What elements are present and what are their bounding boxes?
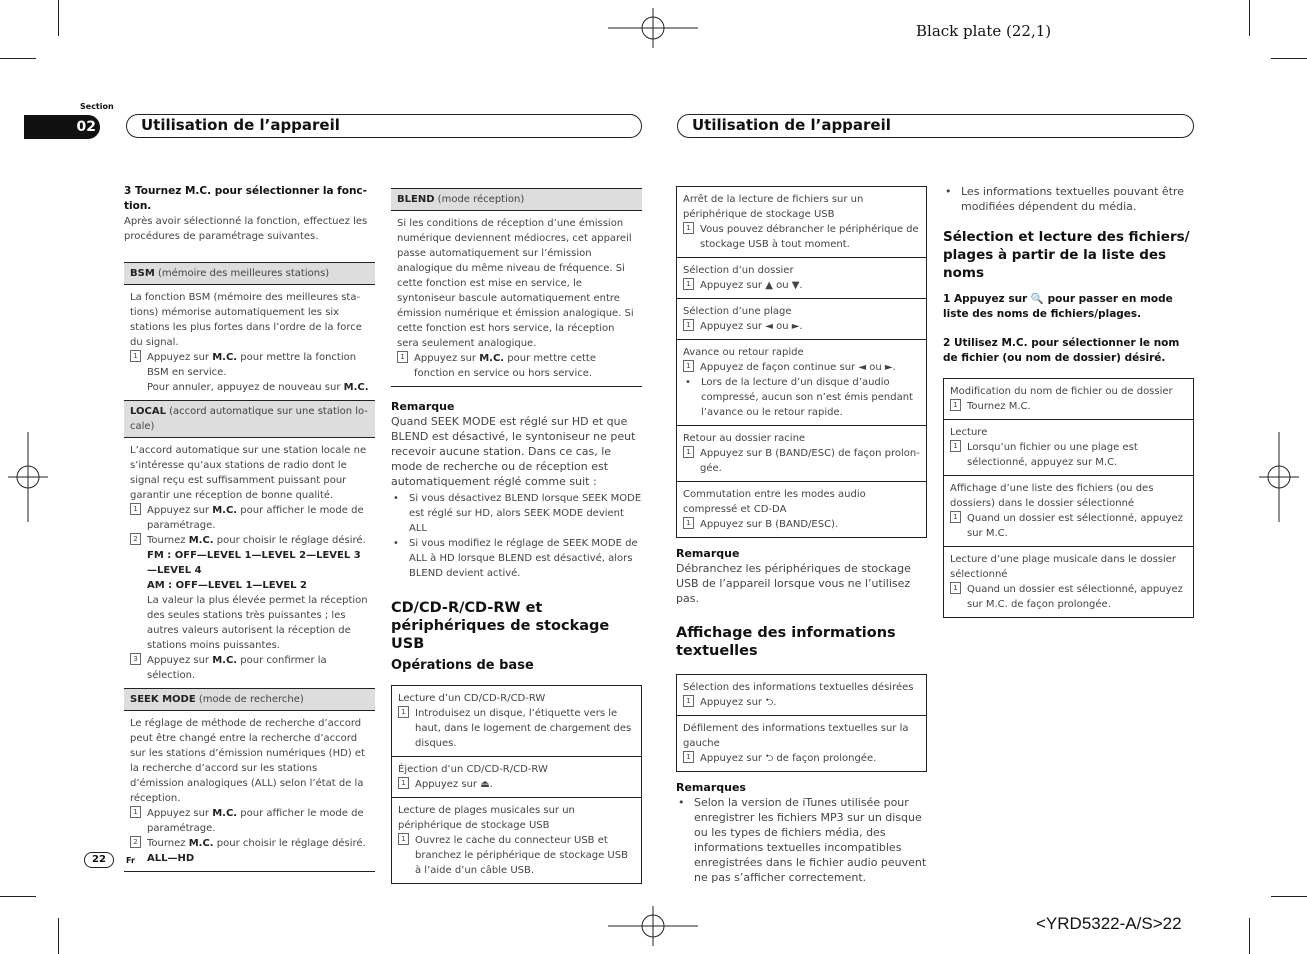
crop-mark bbox=[0, 896, 36, 897]
stop-usb-step: Vous pouvez débrancher le périphérique de stockage USB à tout moment. bbox=[700, 224, 919, 250]
text-select-title: Sélection des informations textuelles désirées bbox=[683, 682, 914, 693]
local-step2-end: pour choisir le réglage désiré. bbox=[213, 535, 366, 546]
crop-mark bbox=[58, 0, 59, 36]
root-folder-title: Retour au dossier racine bbox=[683, 433, 806, 444]
document-code: <YRD5322-A/S>22 bbox=[1036, 914, 1182, 933]
text-info-heading: Affichage des informations textuelles bbox=[676, 625, 896, 659]
step-1-icon: 1 bbox=[683, 222, 694, 234]
local-step3-text: Appuyez sur bbox=[147, 655, 213, 666]
step-1-icon: 1 bbox=[397, 351, 408, 363]
step-1-icon: 1 bbox=[683, 319, 694, 331]
step-2-icon: 2 bbox=[130, 836, 141, 848]
step-1-icon: 1 bbox=[683, 360, 694, 372]
step-2-icon: 2 bbox=[130, 533, 141, 545]
folder-select-step: Appuyez sur ▲ ou ▼. bbox=[700, 280, 803, 291]
seek-step1-key: M.C. bbox=[212, 808, 238, 819]
step-1-icon: 1 bbox=[683, 446, 694, 458]
seek-step2-end: pour choisir le réglage désiré. bbox=[213, 838, 366, 849]
step-1-icon: 1 bbox=[130, 806, 141, 818]
name-list-step-1: 1 Appuyez sur 🔍 pour passer en mode liste des noms de fichiers/plages. bbox=[943, 293, 1173, 320]
step-1-icon: 1 bbox=[683, 695, 694, 707]
text-info-note: Les informations textuelles pouvant être modifiées dépendent du média. bbox=[961, 185, 1185, 213]
cd-usb-heading: CD/CD-R/CD-RW et périphériques de stockage USB bbox=[391, 600, 610, 652]
local-step1-end: pour afficher le mode de paramétrage. bbox=[147, 505, 364, 531]
bsm-description: La fonction BSM (mémoire des meilleures stations) mémorise automatiquement les six stations les plus fortes dans l’ordre de la force du signal. bbox=[130, 292, 362, 348]
bsm-step-text: Appuyez sur bbox=[147, 352, 213, 363]
name-list-heading: Sélection et lecture des fichiers/ plages à partir de la liste des noms bbox=[943, 229, 1190, 281]
play-cd-title: Lecture d’un CD/CD-R/CD-RW bbox=[398, 693, 546, 704]
page-number: 22 bbox=[84, 852, 114, 868]
local-step3-end: pour confirmer la sélection. bbox=[147, 655, 327, 681]
registration-mark-icon bbox=[608, 906, 698, 946]
fast-forward-note: Lors de la lecture d’un disque d’audio compressé, aucun son n’est émis pendant l’avance ou le retour rapide. bbox=[701, 377, 913, 418]
play-usb-step: Ouvrez le cache du connecteur USB et branchez le périphérique de stockage USB à l’aide d’un câble USB. bbox=[415, 835, 628, 876]
local-title: LOCAL bbox=[130, 406, 166, 417]
seek-step2-key: M.C. bbox=[188, 838, 214, 849]
eject-cd-step: Appuyez sur ⏏. bbox=[415, 779, 493, 790]
local-step3-key: M.C. bbox=[212, 655, 238, 666]
crop-mark bbox=[1249, 0, 1250, 36]
bsm-cancel-text: Pour annuler, appuyez de nouveau sur bbox=[147, 382, 344, 393]
step-1-icon: 1 bbox=[950, 399, 961, 411]
local-step2-key: M.C. bbox=[188, 535, 214, 546]
step-1-icon: 1 bbox=[950, 511, 961, 523]
page-title-left: Utilisation de l’appareil bbox=[126, 114, 642, 138]
track-select-title: Sélection d’une plage bbox=[683, 306, 792, 317]
track-select-step: Appuyez sur ◄ ou ►. bbox=[700, 321, 803, 332]
eject-cd-title: Éjection d’un CD/CD-R/CD-RW bbox=[398, 764, 548, 775]
stop-usb-title: Arrêt de la lecture de fichiers sur un périphérique de stockage USB bbox=[683, 194, 864, 220]
crop-mark bbox=[58, 918, 59, 954]
folder-select-title: Sélection d’un dossier bbox=[683, 265, 794, 276]
play-usb-title: Lecture de plages musicales sur un périphérique de stockage USB bbox=[398, 805, 575, 831]
local-subtitle: (accord automatique sur une station locale) bbox=[130, 406, 368, 432]
play-cd-step: Introduisez un disque, l’étiquette vers le haut, dans le logement de chargement des disques. bbox=[415, 708, 632, 749]
blend-step-text: Appuyez sur bbox=[414, 353, 480, 364]
local-step1-text: Appuyez sur bbox=[147, 505, 213, 516]
remarks-title: Remarques bbox=[676, 781, 746, 794]
basic-ops-table bbox=[391, 685, 642, 884]
step-1-icon: 1 bbox=[950, 440, 961, 452]
bsm-cancel-key: M.C. bbox=[343, 382, 369, 393]
blend-description: Si les conditions de réception d’une émission numérique deviennent médiocres, cet appareil passe automatiquement sur l’émission analogique du même niveau de fréquence. Si cette fonction est mise en service, le syntoniseur bascule automatiquement entre émission numérique et émission analogique. Si cette fonction est hors service, la réception sera seulement analogique. bbox=[397, 218, 634, 349]
bsm-table bbox=[124, 262, 375, 872]
step-1-icon: 1 bbox=[398, 706, 409, 718]
crop-mark bbox=[1271, 896, 1307, 897]
seek-step1-text: Appuyez sur bbox=[147, 808, 213, 819]
crop-mark bbox=[1249, 918, 1250, 954]
step-3-icon: 3 bbox=[130, 653, 141, 665]
column-4: • Les informations textuelles pouvant être modifiées dépendent du média. Sélection et lecture des fichiers/ plages à partir de la liste des noms 1 Appuyez sur 🔍 pour passer en mode liste des noms de fichiers/plages. 2 Utilisez M.C. pour sélectionner le nom de fichier (ou nom de dossier) désiré. Modification du nom de fichier ou de dossier 1 Tournez M.C. Lecture 1 Lorsqu’un fichier ou une plage est sélectionné, appuyez sur M.C. Affichage d’une liste des fichiers (ou des dossiers) dans le dossier sélectionné 1 Quand un dossier est sélectionné, appuyez sur M.C. Lecture d’une plage musicale dans le dossier sélectionné 1 Quand un dossier est sélectionné, appuyez sur M.C. de façon prolongée. bbox=[943, 184, 1194, 618]
step-1-icon: 1 bbox=[398, 833, 409, 845]
bsm-title: BSM bbox=[130, 268, 155, 279]
play-track-folder-title: Lecture d’une plage musicale dans le dossier sélectionné bbox=[950, 554, 1177, 580]
playback-title: Lecture bbox=[950, 427, 988, 438]
bsm-subtitle: (mémoire des meilleures stations) bbox=[154, 268, 330, 279]
column-3: Arrêt de la lecture de fichiers sur un périphérique de stockage USB 1 Vous pouvez débrancher le périphérique de stockage USB à tout moment. Sélection d’un dossier 1 Appuyez sur ▲ ou ▼. Sélection d’une plage 1 Appuyez sur ◄ ou ►. Avance ou retour rapide 1 Appuyez de façon continue sur ◄ ou ►. • Lors de la lecture d’un disque d’audio compressé, aucun son n’est émis pendant l’avance ou le retour rapide. Retour au dossier racine 1 Appuyez sur B (BAND/ESC) de façon prolongée. Commutation entre les modes audio compressé et CD-DA 1 Appuyez sur B (BAND/ESC). Remarque Débranchez les périphériques de stockage USB de l’appareil lorsque vous ne l’utilisez pas. Affichage des informations textuelles Sélection des informations textuelles désirées 1 Appuyez sur ⮌. Défilement des informations textuelles sur la gauche 1 Appuyez sur ⮌ de façon prolongée. Remarques • Selon la version de iTunes utilisée pour enregistrer les fichiers MP3 sur un disque ou les types de fichiers média, des informations textuelles incompatibles enregistrées dans le fichier audio peuvent ne pas s’afficher correctement. bbox=[676, 186, 927, 885]
local-description: L’accord automatique sur une station locale ne s’intéresse qu’aux stations de radio dont le signal reçu est suffisamment puissant pour garantir une réception de bonne qualité. bbox=[130, 445, 367, 501]
crop-mark bbox=[1271, 58, 1307, 59]
text-scroll-step: Appuyez sur ⮌ de façon prolongée. bbox=[700, 753, 877, 764]
remark-text: Débranchez les périphériques de stockage USB de l’appareil lorsque vous ne l’utilisez pas. bbox=[676, 562, 911, 605]
remark-bullet-1: Si vous désactivez BLEND lorsque SEEK MODE est réglé sur HD, alors SEEK MODE devient ALL bbox=[409, 493, 642, 534]
audio-mode-step: Appuyez sur B (BAND/ESC). bbox=[700, 519, 839, 530]
fast-forward-title: Avance ou retour rapide bbox=[683, 347, 804, 358]
local-step1-key: M.C. bbox=[212, 505, 238, 516]
list-display-step: Quand un dossier est sélectionné, appuyez sur M.C. bbox=[967, 513, 1183, 539]
local-step2-text: Tournez bbox=[147, 535, 189, 546]
local-fm-levels: FM : OFF—LEVEL 1—LEVEL 2—LEVEL 3—LEVEL 4 bbox=[147, 550, 361, 576]
rename-step: Tournez M.C. bbox=[967, 401, 1031, 412]
basic-operations-heading: Opérations de base bbox=[391, 658, 534, 673]
remark-bullet-2: Si vous modifiez le réglage de SEEK MODE de ALL à HD lorsque BLEND est désactivé, alors BLEND devient activé. bbox=[409, 538, 638, 579]
page-title-right: Utilisation de l’appareil bbox=[677, 114, 1194, 138]
step-1-icon: 1 bbox=[683, 517, 694, 529]
step-1-icon: 1 bbox=[950, 582, 961, 594]
blend-step-key: M.C. bbox=[479, 353, 505, 364]
bsm-step-key: M.C. bbox=[212, 352, 238, 363]
registration-mark-icon bbox=[8, 432, 48, 522]
playback-step: Lorsqu’un fichier ou une plage est sélectionné, appuyez sur M.C. bbox=[967, 442, 1138, 468]
text-info-table bbox=[676, 674, 927, 772]
fast-forward-step: Appuyez de façon continue sur ◄ ou ►. bbox=[700, 362, 896, 373]
blend-step-end: pour mettre cette fonction en service ou hors service. bbox=[414, 353, 596, 379]
blend-title: BLEND bbox=[397, 194, 435, 205]
step-1-icon: 1 bbox=[398, 777, 409, 789]
registration-mark-icon bbox=[608, 8, 698, 48]
seek-step2-text: Tournez bbox=[147, 838, 189, 849]
step-3-title: 3 Tournez M.C. pour sélectionner la fonction. bbox=[124, 185, 368, 212]
root-folder-step: Appuyez sur B (BAND/ESC) de façon prolongée. bbox=[700, 448, 920, 474]
blend-table bbox=[391, 188, 642, 387]
step-1-icon: 1 bbox=[683, 278, 694, 290]
remark-text: Quand SEEK MODE est réglé sur HD et que BLEND est désactivé, le syntoniseur ne peut recevoir aucune station. Dans ce cas, le mode de recherche ou de réception est automatiquement réglé comme suit : bbox=[391, 415, 636, 488]
rename-title: Modification du nom de fichier ou de dossier bbox=[950, 386, 1173, 397]
registration-mark-icon bbox=[1259, 432, 1299, 522]
remark-title: Remarque bbox=[676, 547, 740, 560]
plate-label: Black plate (22,1) bbox=[916, 22, 1052, 40]
text-scroll-title: Défilement des informations textuelles sur la gauche bbox=[683, 723, 909, 749]
text-select-step: Appuyez sur ⮌. bbox=[700, 697, 777, 708]
language-label: Fr bbox=[126, 856, 135, 865]
seek-subtitle: (mode de recherche) bbox=[195, 694, 304, 705]
step-1-icon: 1 bbox=[683, 751, 694, 763]
seek-values: ALL—HD bbox=[147, 853, 195, 864]
name-list-table bbox=[943, 378, 1194, 618]
section-number: 02 bbox=[24, 115, 100, 139]
seek-step1-end: pour afficher le mode de paramétrage. bbox=[147, 808, 364, 834]
play-track-folder-step: Quand un dossier est sélectionné, appuyez sur M.C. de façon prolongée. bbox=[967, 584, 1183, 610]
step-3-text: Après avoir sélectionné la fonction, effectuez les procédures de paramétrage suivantes. bbox=[124, 216, 368, 242]
local-note: La valeur la plus élevée permet la réception des seules stations très puissantes ; les autres valeurs autorisent la réception de stations moins puissantes. bbox=[147, 595, 368, 651]
usb-ops-table: Arrêt de la lecture de fichiers sur un périphérique de stockage USB 1 Vous pouvez débrancher le périphérique de stockage USB à tout moment. Sélection d’un dossier 1 Appuyez sur ▲ ou ▼. Sélection d’une plage 1 Appuyez sur ◄ ou ►. Avance ou retour rapide 1 Appuyez de façon continue sur ◄ ou ►. • Lors de la lecture d’un disque d’audio compressé, aucun son n’est émis pendant l’avance ou le retour rapide. Retour au dossier racine 1 Appuyez sur B (BAND/ESC) de façon prolongée. Commutation entre les modes audio compressé et CD-DA 1 Appuyez sur B (BAND/ESC). bbox=[676, 186, 927, 538]
remarks-bullet-1: Selon la version de iTunes utilisée pour enregistrer les fichiers MP3 sur un disque ou les types de fichiers média, des informations textuelles incompatibles enregistrées dans le fichier audio peuvent ne pas s’afficher correctement. bbox=[694, 796, 927, 884]
remark-title: Remarque bbox=[391, 400, 455, 413]
column-1 bbox=[124, 184, 375, 872]
column-2: BLEND (mode réception) Si les conditions de réception d’une émission numérique deviennent médiocres, cet appareil passe automatiquement sur l’émission analogique du même niveau de fréquence. Si cette fonction est mise en service, le syntoniseur bascule automatiquement entre émission numérique et émission analogique. Si cette fonction est hors service, la réception sera seulement analogique. 1 Appuyez sur M.C. pour mettre cette fonction en service ou hors service. Remarque Quand SEEK MODE est réglé sur HD et que BLEND est désactivé, le syntoniseur ne peut recevoir aucune station. Dans ce cas, le mode de recherche ou de réception est automatiquement réglé comme suit : • Si vous désactivez BLEND lorsque SEEK MODE est réglé sur HD, alors SEEK MODE devient ALL • Si vous modifiez le réglage de SEEK MODE de ALL à HD lorsque BLEND est désactivé, alors BLEND devient activé. CD/CD-R/CD-RW et périphériques de stockage USB Opérations de base Lecture d’un CD/CD-R/CD-RW 1 Introduisez un disque, l’étiquette vers le haut, dans le logement de chargement des disques. Éjection d’un CD/CD-R/CD-RW 1 Appuyez sur ⏏. Lecture de plages musicales sur un périphérique de stockage USB 1 Ouvrez le cache du connecteur USB et branchez le périphérique de stockage USB à l’aide d’un câble USB. bbox=[391, 188, 642, 884]
bsm-step-text-end: pour mettre la fonction BSM en service. bbox=[147, 352, 357, 378]
crop-mark bbox=[0, 58, 36, 59]
step-1-icon: 1 bbox=[130, 503, 141, 515]
blend-subtitle: (mode réception) bbox=[434, 194, 525, 205]
local-am-levels: AM : OFF—LEVEL 1—LEVEL 2 bbox=[147, 580, 307, 591]
step-1-icon: 1 bbox=[130, 350, 141, 362]
seek-title: SEEK MODE bbox=[130, 694, 196, 705]
list-display-title: Affichage d’une liste des fichiers (ou des dossiers) dans le dossier sélectionné bbox=[950, 483, 1154, 509]
section-label: Section bbox=[80, 102, 114, 111]
seek-description: Le réglage de méthode de recherche d’accord peut être changé entre la recherche d’accord sur les stations d’émission numériques (HD) et la recherche d’accord sur les stations d’émission analogiques (ALL) selon l’état de la réception. bbox=[130, 718, 365, 804]
audio-mode-title: Commutation entre les modes audio compressé et CD-DA bbox=[683, 489, 866, 515]
name-list-step-2: 2 Utilisez M.C. pour sélectionner le nom de fichier (ou nom de dossier) désiré. bbox=[943, 337, 1180, 364]
